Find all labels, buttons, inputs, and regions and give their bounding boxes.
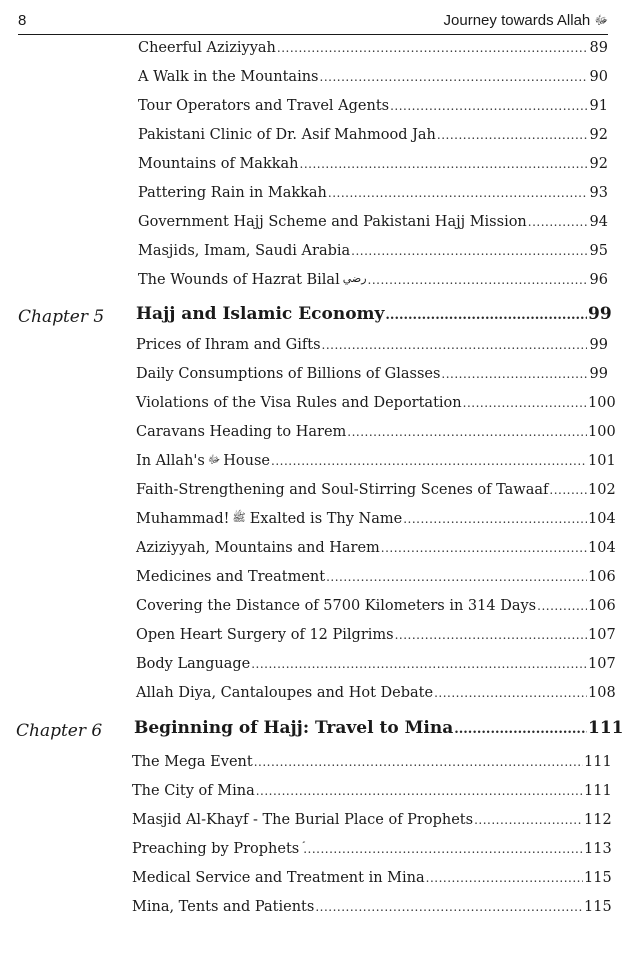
toc-entry-title: Pattering Rain in Makkah [138,185,327,201]
dot-leader [381,541,587,555]
toc-entry-title: Open Heart Surgery of 12 Pilgrims [136,627,394,643]
running-head-text: Journey towards Allah [443,12,591,29]
toc-entry-page: 107 [588,656,616,672]
toc-entry-page: 111 [584,783,612,799]
dot-leader [395,628,587,642]
chapter-page: 111 [588,718,624,738]
toc-entry [132,899,612,928]
toc-entry-page: 94 [589,214,608,230]
toc-entry [138,185,608,214]
dot-leader [437,128,587,142]
dot-leader [426,871,583,885]
toc-entry-title: Medical Service and Treatment in Mina [132,870,425,886]
dot-leader [300,157,587,171]
toc-entry-title: Mina, Tents and Patients [132,899,315,915]
dot-leader [251,657,587,671]
toc-entry [138,98,608,127]
toc-entry-page: 108 [588,685,616,701]
toc-entry [136,540,616,569]
page-number: 8 [18,12,27,29]
dot-leader [434,686,587,700]
dot-leader [403,512,587,526]
toc-entry-title: The City of Mina [132,783,255,799]
toc-entry-page: 99 [589,366,608,382]
toc-entry [138,69,608,98]
dot-leader [322,338,587,352]
toc-entry-page: 106 [588,598,616,614]
toc-entry [136,366,608,395]
toc-entry [136,627,616,656]
toc-entry-page: 102 [588,482,616,498]
dot-leader [254,755,583,769]
dot-leader [326,570,587,584]
toc-entry [136,511,616,540]
toc-entry [136,424,616,453]
toc-entry-title: Masjids, Imam, Saudi Arabia [138,243,351,259]
dot-leader [463,396,587,410]
toc-entry-page: 115 [584,899,612,915]
dot-leader [320,70,588,84]
toc-entry [138,243,608,272]
dot-leader [528,215,587,229]
toc-entry-page: 100 [588,424,616,440]
chapter-title: Hajj and Islamic Economy [136,304,385,324]
dot-leader [271,454,587,468]
toc-entry-title: Preaching by Prophets [132,841,300,857]
dot-leader [441,367,587,381]
toc-entry [136,453,616,482]
dot-leader [328,186,587,200]
toc-entry-title: Muhammad! [136,511,230,527]
toc-entry-page: 93 [589,185,608,201]
toc-entry [136,482,616,511]
allah-honorific-icon: ﷻ [207,453,221,466]
toc-entry [136,598,616,627]
page-header [18,10,608,35]
toc-entry-title: Body Language [136,656,251,672]
chapter-heading [16,718,624,747]
toc-entry-title: Pakistani Clinic of Dr. Asif Mahmood Jah [138,127,436,143]
toc-entry-page: 106 [588,569,616,585]
toc-entry-page: 90 [589,69,608,85]
allah-honorific-icon: ﷻ [594,13,608,27]
dot-leader [303,842,583,856]
toc-entry-page: 92 [589,127,608,143]
toc-entry-title: The Mega Event [132,754,253,770]
toc-entry-page: 95 [589,243,608,259]
toc-entry [132,783,612,812]
toc-entry [138,156,608,185]
toc-entry [136,569,616,598]
toc-entry-title: Daily Consumptions of Billions of Glasses [136,366,441,382]
toc-entry [138,272,608,301]
chapter-title: Beginning of Hajj: Travel to Mina [134,718,454,738]
toc-entry [132,841,612,870]
toc-entry-page: 99 [589,337,608,353]
toc-entry-title: The Wounds of Hazrat Bilal [138,272,340,288]
toc-entry-title: Mountains of Makkah [138,156,299,172]
toc-entry-title: In Allah's [136,453,205,469]
dot-leader [385,308,587,323]
toc-entry-title: Covering the Distance of 5700 Kilometers in 314 Days [136,598,537,614]
toc-entry-title-continued: Exalted is Thy Name [249,511,403,527]
toc-entry [138,214,608,243]
toc-entry-title-continued: House [223,453,271,469]
toc-entry [136,395,616,424]
toc-entry-page: 115 [584,870,612,886]
toc-entry-title: Faith-Strengthening and Soul-Stirring Scenes of Tawaaf [136,482,549,498]
dot-leader [390,99,587,113]
dot-leader [256,784,583,798]
toc-entry-title: Caravans Heading to Harem [136,424,347,440]
toc-entry-title: A Walk in the Mountains [138,69,319,85]
dot-leader [368,273,587,287]
dot-leader [454,722,587,737]
toc-entry-page: 104 [588,540,616,556]
toc-entry-page: 113 [584,841,612,857]
toc-entry-page: 91 [589,98,608,114]
toc-entry-page: 104 [588,511,616,527]
dot-leader [347,425,587,439]
toc-entry-title: Aziziyyah, Mountains and Harem [136,540,380,556]
chapter-label: Chapter 5 [18,307,105,327]
dot-leader [315,900,583,914]
toc-entry [138,127,608,156]
salawat-icon: ﷺ [232,511,246,524]
honorific-icon: رضي [342,272,367,285]
chapter-page: 99 [588,304,612,324]
toc-entry-title: Masjid Al-Khayf - The Burial Place of Prophets [132,812,474,828]
toc-entry [136,337,608,366]
toc-entry-page: 92 [589,156,608,172]
toc-entry-title: Cheerful Aziziyyah [138,40,276,56]
dot-leader [549,483,587,497]
toc-entry-page: 112 [584,812,612,828]
toc-entry-page: 107 [588,627,616,643]
toc-entry-page: 111 [584,754,612,770]
toc-entry-title: Medicines and Treatment [136,569,326,585]
toc-entry [132,754,612,783]
toc-entry-title: Tour Operators and Travel Agents [138,98,390,114]
chapter-label: Chapter 6 [16,721,103,741]
toc-entry-title: Government Hajj Scheme and Pakistani Hajj Mission [138,214,527,230]
toc-entry [136,656,616,685]
chapter-heading [18,304,612,333]
toc-entry-title: Allah Diya, Cantaloupes and Hot Debate [136,685,434,701]
dot-leader [277,41,587,55]
dot-leader [351,244,587,258]
toc-entry-title: Violations of the Visa Rules and Deportation [136,395,462,411]
toc-entry [138,40,608,69]
toc-entry-page: 96 [589,272,608,288]
toc-entry-page: 89 [589,40,608,56]
toc-entry-title: Prices of Ihram and Gifts [136,337,321,353]
toc-entry-page: 101 [588,453,616,469]
toc-entry [132,812,612,841]
toc-entry [136,685,616,714]
dot-leader [537,599,587,613]
toc-entry-page: 100 [588,395,616,411]
dot-leader [474,813,583,827]
toc-entry [132,870,612,899]
running-head [444,12,608,31]
